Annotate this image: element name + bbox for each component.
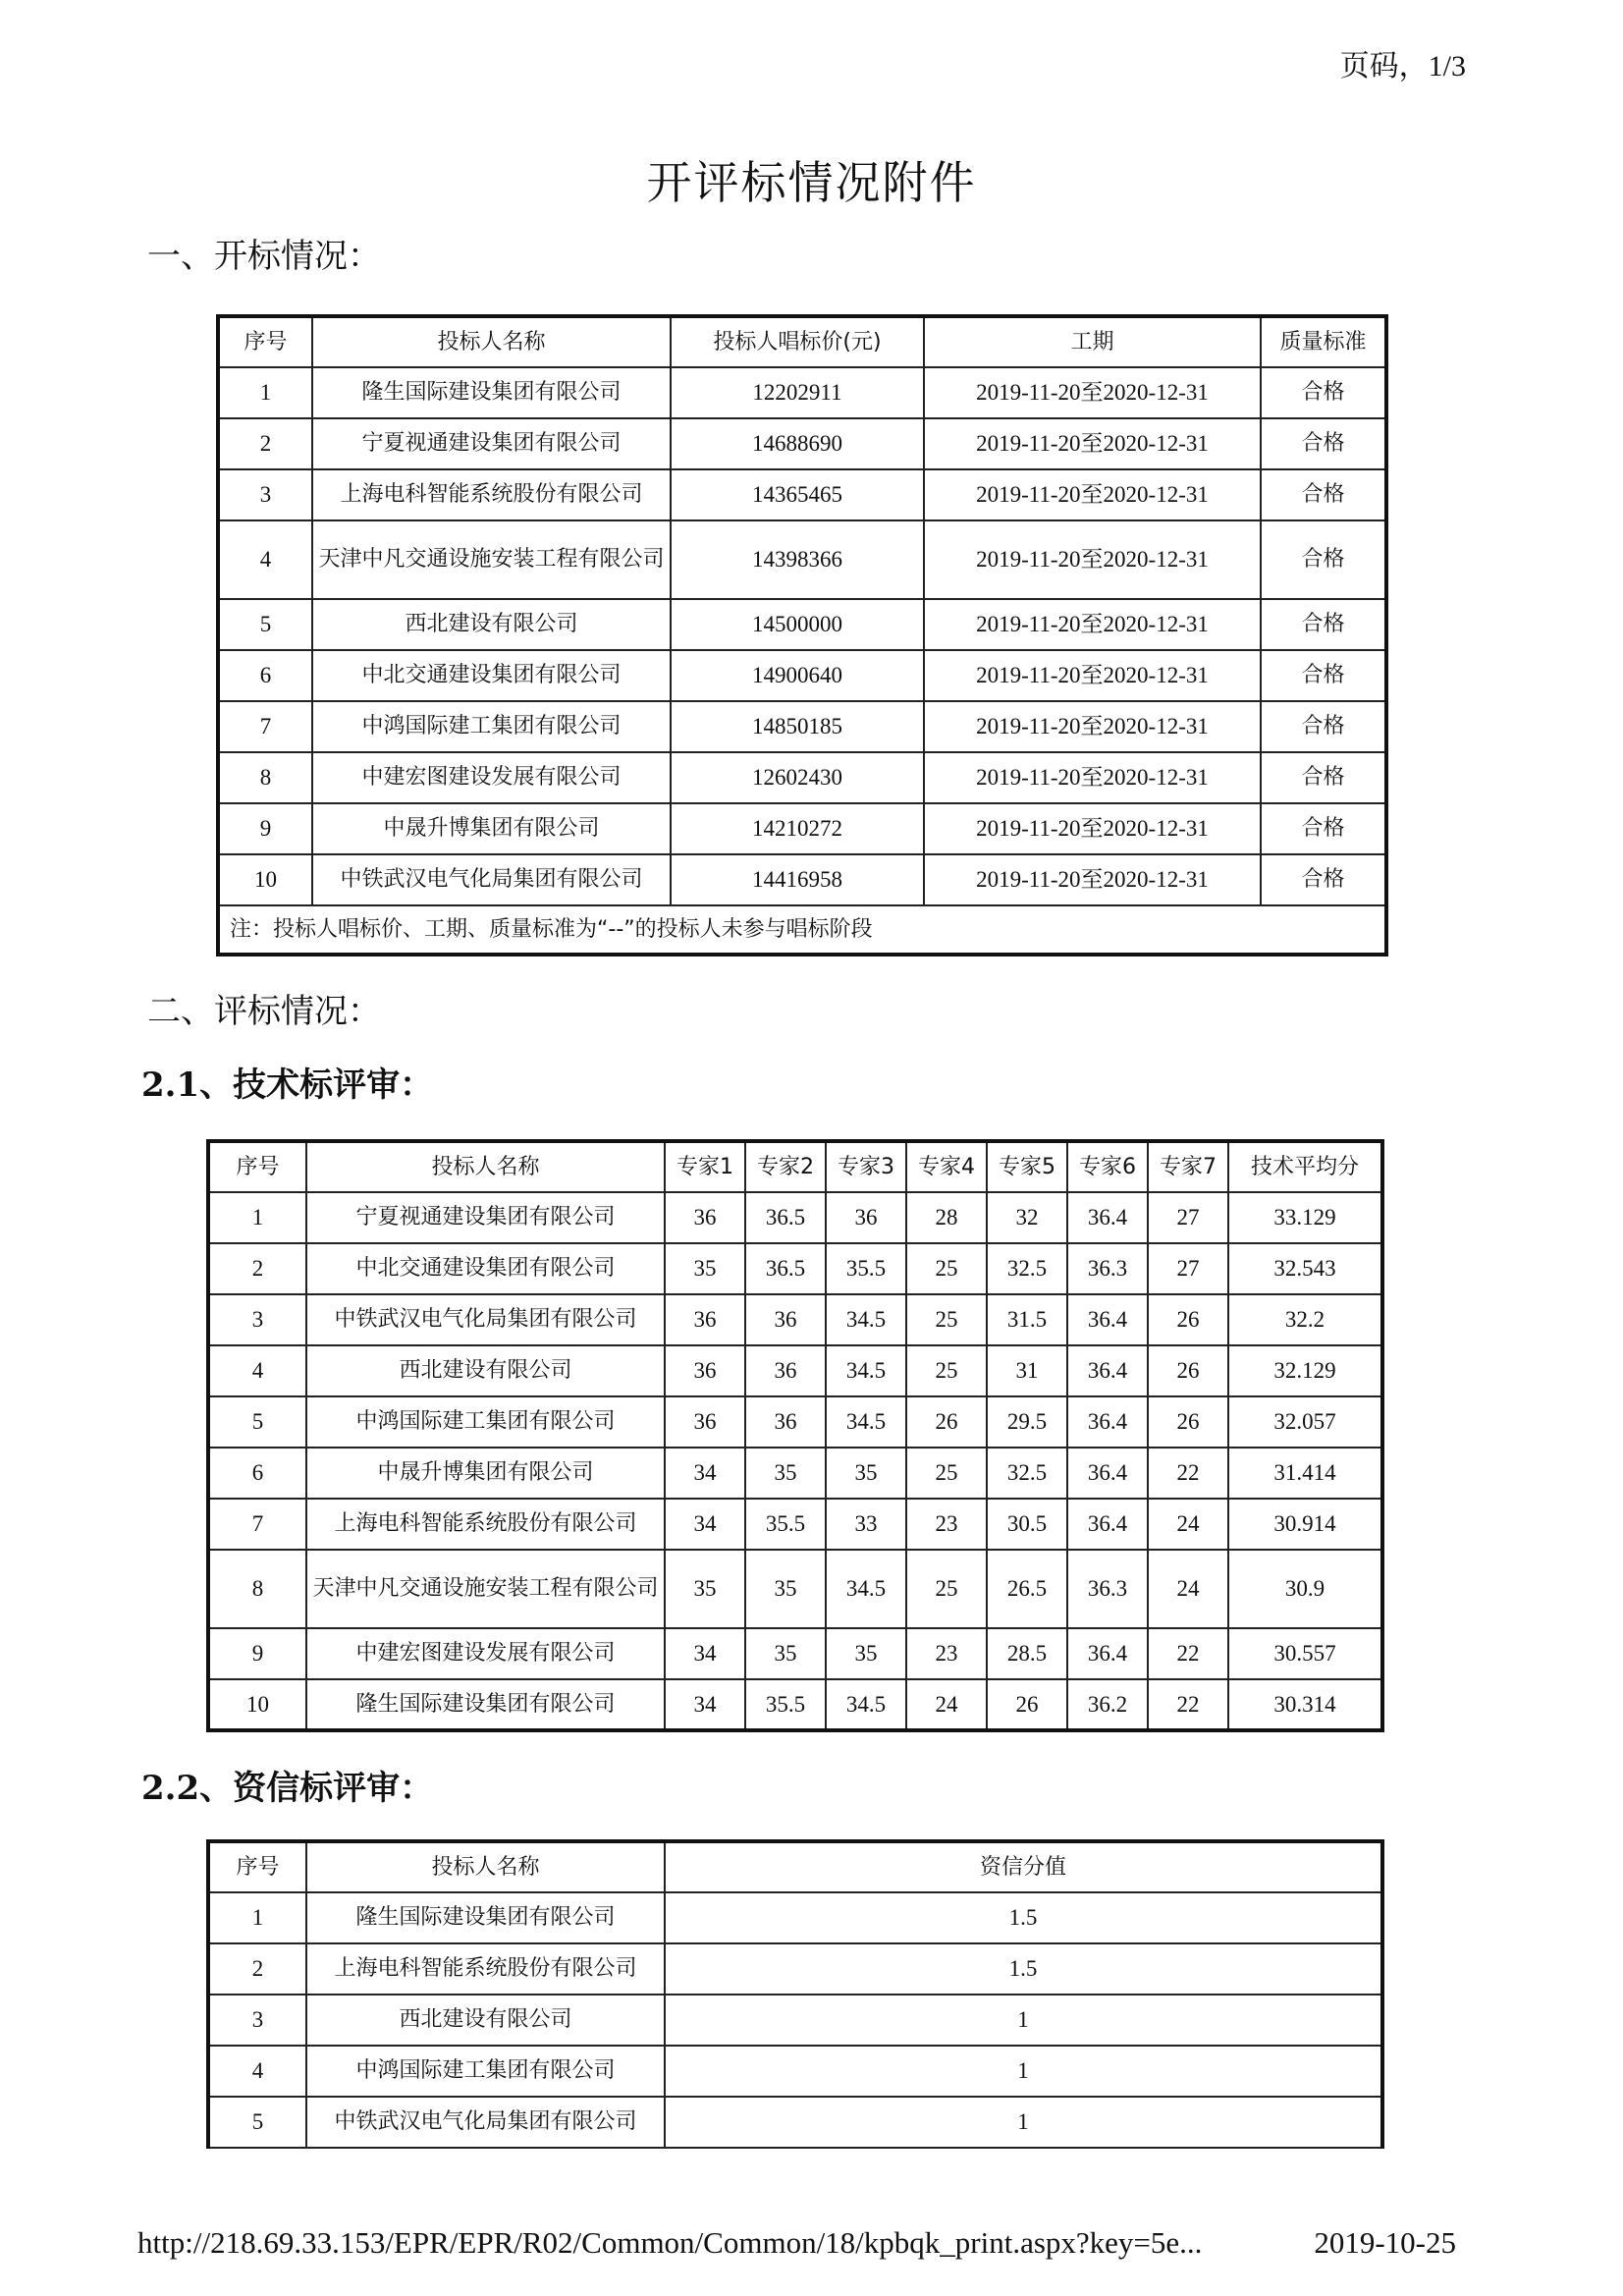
table-cell: 34 xyxy=(665,1499,745,1550)
table-cell: 14365465 xyxy=(671,469,924,520)
table-cell: 26 xyxy=(1148,1396,1228,1448)
table-row xyxy=(208,1345,1382,1396)
table-row xyxy=(208,1448,1382,1499)
table-cell: 32 xyxy=(987,1192,1067,1243)
table-row xyxy=(208,2097,1382,2148)
table-row xyxy=(208,1243,1382,1294)
table-row xyxy=(218,701,1386,752)
bidder-name-cell: 上海电科智能系统股份有限公司 xyxy=(312,469,671,520)
table-cell: 25 xyxy=(906,1243,987,1294)
table-cell: 2019-11-20至2020-12-31 xyxy=(924,803,1261,854)
table-cell: 26 xyxy=(906,1396,987,1448)
table-cell: 2019-11-20至2020-12-31 xyxy=(924,854,1261,905)
table-cell: 6 xyxy=(208,1448,306,1499)
table-cell: 26 xyxy=(1148,1294,1228,1345)
header-cell: 专家6 xyxy=(1067,1141,1148,1192)
bidder-name-cell: 隆生国际建设集团有限公司 xyxy=(306,1892,665,1943)
bidder-name-cell: 宁夏视通建设集团有限公司 xyxy=(306,1192,665,1243)
table-cell: 25 xyxy=(906,1345,987,1396)
page-title: 开评标情况附件 xyxy=(646,156,977,209)
table-row xyxy=(208,1628,1382,1679)
table-cell: 12202911 xyxy=(671,367,924,418)
header-cell: 序号 xyxy=(208,1141,306,1192)
table-cell: 22 xyxy=(1148,1679,1228,1730)
table-header-row xyxy=(208,1841,1382,1892)
table-cell: 9 xyxy=(208,1628,306,1679)
table-cell: 36 xyxy=(745,1396,826,1448)
table-cell: 30.914 xyxy=(1228,1499,1382,1550)
table-cell: 34.5 xyxy=(826,1550,906,1628)
bidder-name-cell: 中鸿国际建工集团有限公司 xyxy=(312,701,671,752)
bidder-name-cell: 天津中凡交通设施安装工程有限公司 xyxy=(312,520,671,599)
section1-heading: 一、开标情况： xyxy=(147,237,381,276)
table-cell: 36.4 xyxy=(1067,1499,1148,1550)
bidder-name-cell: 隆生国际建设集团有限公司 xyxy=(312,367,671,418)
table-cell: 35 xyxy=(745,1448,826,1499)
table-cell: 8 xyxy=(208,1550,306,1628)
header-cell: 专家5 xyxy=(987,1141,1067,1192)
table-cell: 3 xyxy=(208,1995,306,2046)
table-row xyxy=(208,1943,1382,1995)
table-row xyxy=(208,1396,1382,1448)
table-cell: 30.9 xyxy=(1228,1550,1382,1628)
table-cell: 36.4 xyxy=(1067,1345,1148,1396)
table-cell: 34.5 xyxy=(826,1294,906,1345)
table-cell: 12602430 xyxy=(671,752,924,803)
table-cell: 36 xyxy=(665,1294,745,1345)
bidder-name-cell: 天津中凡交通设施安装工程有限公司 xyxy=(306,1550,665,1628)
table-cell: 36.4 xyxy=(1067,1448,1148,1499)
table-cell: 29.5 xyxy=(987,1396,1067,1448)
table-cell: 合格 xyxy=(1261,367,1386,418)
table-row xyxy=(218,469,1386,520)
table-cell: 合格 xyxy=(1261,599,1386,650)
table-cell: 2 xyxy=(208,1243,306,1294)
table-row xyxy=(208,2046,1382,2097)
table-cell: 35 xyxy=(745,1628,826,1679)
table-cell: 36 xyxy=(665,1345,745,1396)
table-cell: 26 xyxy=(1148,1345,1228,1396)
table-cell: 24 xyxy=(1148,1499,1228,1550)
header-cell: 投标人名称 xyxy=(306,1841,665,1892)
header-cell: 专家3 xyxy=(826,1141,906,1192)
table-cell: 30.557 xyxy=(1228,1628,1382,1679)
table-cell: 32.5 xyxy=(987,1448,1067,1499)
bidder-name-cell: 中鸿国际建工集团有限公司 xyxy=(306,1396,665,1448)
header-cell: 投标人唱标价(元) xyxy=(671,316,924,367)
table-row xyxy=(208,1679,1382,1730)
table-cell: 23 xyxy=(906,1499,987,1550)
table-cell: 30.314 xyxy=(1228,1679,1382,1730)
table-row xyxy=(208,1192,1382,1243)
table-cell: 36 xyxy=(745,1345,826,1396)
footer-url: http://218.69.33.153/EPR/EPR/R02/Common/Common/18/kpbqk_print.aspx?key=5e... xyxy=(137,2225,1203,2260)
table-cell: 14416958 xyxy=(671,854,924,905)
table-cell: 36.3 xyxy=(1067,1243,1148,1294)
table-cell: 2019-11-20至2020-12-31 xyxy=(924,752,1261,803)
table-cell: 2 xyxy=(208,1943,306,1995)
table-cell: 14850185 xyxy=(671,701,924,752)
header-cell: 投标人名称 xyxy=(312,316,671,367)
table-cell: 22 xyxy=(1148,1448,1228,1499)
table-cell: 4 xyxy=(218,520,312,599)
table-cell: 24 xyxy=(906,1679,987,1730)
bidder-name-cell: 中铁武汉电气化局集团有限公司 xyxy=(312,854,671,905)
table-cell: 36.4 xyxy=(1067,1294,1148,1345)
table-cell: 1 xyxy=(665,2046,1382,2097)
bidder-name-cell: 西北建设有限公司 xyxy=(312,599,671,650)
table-cell: 35.5 xyxy=(745,1499,826,1550)
table-cell: 34 xyxy=(665,1628,745,1679)
header-cell: 专家1 xyxy=(665,1141,745,1192)
table-cell: 1 xyxy=(218,367,312,418)
table-cell: 10 xyxy=(218,854,312,905)
table-cell: 7 xyxy=(218,701,312,752)
table-cell: 25 xyxy=(906,1550,987,1628)
header-cell: 专家7 xyxy=(1148,1141,1228,1192)
header-cell: 专家2 xyxy=(745,1141,826,1192)
table-cell: 合格 xyxy=(1261,650,1386,701)
table-cell: 25 xyxy=(906,1448,987,1499)
table-cell: 合格 xyxy=(1261,701,1386,752)
table-cell: 7 xyxy=(208,1499,306,1550)
bidder-name-cell: 中铁武汉电气化局集团有限公司 xyxy=(306,1294,665,1345)
table-cell: 36.4 xyxy=(1067,1396,1148,1448)
table-cell: 8 xyxy=(218,752,312,803)
table-cell: 14210272 xyxy=(671,803,924,854)
header-cell: 投标人名称 xyxy=(306,1141,665,1192)
table-cell: 32.129 xyxy=(1228,1345,1382,1396)
table-cell: 34.5 xyxy=(826,1396,906,1448)
table-cell: 34 xyxy=(665,1679,745,1730)
table-cell: 35 xyxy=(826,1628,906,1679)
table-row xyxy=(218,520,1386,599)
table-cell: 合格 xyxy=(1261,418,1386,469)
header-cell: 工期 xyxy=(924,316,1261,367)
table-cell: 1 xyxy=(665,2097,1382,2148)
table-cell: 31.5 xyxy=(987,1294,1067,1345)
table-cell: 5 xyxy=(208,1396,306,1448)
table-cell: 28.5 xyxy=(987,1628,1067,1679)
table-row xyxy=(218,599,1386,650)
table-cell: 27 xyxy=(1148,1192,1228,1243)
table-row xyxy=(218,752,1386,803)
table-cell: 1 xyxy=(208,1192,306,1243)
table-cell: 35 xyxy=(665,1243,745,1294)
table-row xyxy=(218,650,1386,701)
table-cell: 2019-11-20至2020-12-31 xyxy=(924,599,1261,650)
table-cell: 32.057 xyxy=(1228,1396,1382,1448)
page-number: 页码，1/3 xyxy=(1339,50,1466,82)
table-row xyxy=(208,1892,1382,1943)
bidder-name-cell: 中鸿国际建工集团有限公司 xyxy=(306,2046,665,2097)
table-cell: 26 xyxy=(987,1679,1067,1730)
table-cell: 2019-11-20至2020-12-31 xyxy=(924,469,1261,520)
table-cell: 3 xyxy=(208,1294,306,1345)
table-cell: 36.5 xyxy=(745,1192,826,1243)
table-cell: 32.2 xyxy=(1228,1294,1382,1345)
table-cell: 30.5 xyxy=(987,1499,1067,1550)
table-row xyxy=(218,803,1386,854)
table-cell: 36 xyxy=(665,1192,745,1243)
table-cell: 35 xyxy=(665,1550,745,1628)
table-cell: 36.2 xyxy=(1067,1679,1148,1730)
header-cell: 资信分值 xyxy=(665,1841,1382,1892)
table-row xyxy=(208,1995,1382,2046)
bidder-name-cell: 隆生国际建设集团有限公司 xyxy=(306,1679,665,1730)
bidder-name-cell: 中北交通建设集团有限公司 xyxy=(306,1243,665,1294)
bid-opening-note: 注：投标人唱标价、工期、质量标准为“--”的投标人未参与唱标阶段 xyxy=(218,905,1386,955)
table-cell: 2019-11-20至2020-12-31 xyxy=(924,418,1261,469)
table-cell: 25 xyxy=(906,1294,987,1345)
table-cell: 4 xyxy=(208,1345,306,1396)
table-cell: 9 xyxy=(218,803,312,854)
table-header-row xyxy=(218,316,1386,367)
table-row xyxy=(208,1294,1382,1345)
bidder-name-cell: 上海电科智能系统股份有限公司 xyxy=(306,1499,665,1550)
table-row xyxy=(208,1499,1382,1550)
table-cell: 31.414 xyxy=(1228,1448,1382,1499)
table-header-row xyxy=(208,1141,1382,1192)
table-cell: 合格 xyxy=(1261,803,1386,854)
table-cell: 5 xyxy=(208,2097,306,2148)
bidder-name-cell: 中铁武汉电气化局集团有限公司 xyxy=(306,2097,665,2148)
table-cell: 2 xyxy=(218,418,312,469)
table-cell: 3 xyxy=(218,469,312,520)
table-cell: 2019-11-20至2020-12-31 xyxy=(924,650,1261,701)
table-cell: 1.5 xyxy=(665,1892,1382,1943)
table-row xyxy=(218,367,1386,418)
bidder-name-cell: 西北建设有限公司 xyxy=(306,1345,665,1396)
bidder-name-cell: 中建宏图建设发展有限公司 xyxy=(312,752,671,803)
bidder-name-cell: 中晟升博集团有限公司 xyxy=(306,1448,665,1499)
header-cell: 序号 xyxy=(208,1841,306,1892)
bidder-name-cell: 中北交通建设集团有限公司 xyxy=(312,650,671,701)
bidder-name-cell: 中晟升博集团有限公司 xyxy=(312,803,671,854)
table-cell: 34 xyxy=(665,1448,745,1499)
table-cell: 合格 xyxy=(1261,469,1386,520)
table-cell: 35 xyxy=(745,1550,826,1628)
table-cell: 1.5 xyxy=(665,1943,1382,1995)
table-cell: 34.5 xyxy=(826,1679,906,1730)
table-cell: 14500000 xyxy=(671,599,924,650)
table-cell: 31 xyxy=(987,1345,1067,1396)
bidder-name-cell: 中建宏图建设发展有限公司 xyxy=(306,1628,665,1679)
table-cell: 35.5 xyxy=(745,1679,826,1730)
bid-opening-table xyxy=(216,314,1388,957)
section21-heading: 2.1、技术标评审： xyxy=(141,1066,434,1105)
table-cell: 23 xyxy=(906,1628,987,1679)
table-cell: 36.3 xyxy=(1067,1550,1148,1628)
table-cell: 6 xyxy=(218,650,312,701)
table-cell: 24 xyxy=(1148,1550,1228,1628)
table-cell: 27 xyxy=(1148,1243,1228,1294)
table-cell: 33 xyxy=(826,1499,906,1550)
header-cell: 序号 xyxy=(218,316,312,367)
table-cell: 14688690 xyxy=(671,418,924,469)
table-cell: 28 xyxy=(906,1192,987,1243)
section2-heading: 二、评标情况： xyxy=(147,992,381,1031)
table-cell: 34.5 xyxy=(826,1345,906,1396)
table-cell: 2019-11-20至2020-12-31 xyxy=(924,701,1261,752)
footer-date: 2019-10-25 xyxy=(1314,2225,1456,2260)
table-cell: 36 xyxy=(745,1294,826,1345)
bidder-name-cell: 宁夏视通建设集团有限公司 xyxy=(312,418,671,469)
table-cell: 36 xyxy=(665,1396,745,1448)
table-cell: 1 xyxy=(665,1995,1382,2046)
table-cell: 2019-11-20至2020-12-31 xyxy=(924,520,1261,599)
technical-review-table xyxy=(206,1139,1384,1732)
table-cell: 36 xyxy=(826,1192,906,1243)
table-cell: 36.5 xyxy=(745,1243,826,1294)
table-cell: 32.543 xyxy=(1228,1243,1382,1294)
table-cell: 1 xyxy=(208,1892,306,1943)
header-cell: 专家4 xyxy=(906,1141,987,1192)
table-cell: 14398366 xyxy=(671,520,924,599)
table-cell: 36.4 xyxy=(1067,1628,1148,1679)
header-cell: 质量标准 xyxy=(1261,316,1386,367)
bidder-name-cell: 上海电科智能系统股份有限公司 xyxy=(306,1943,665,1995)
table-cell: 合格 xyxy=(1261,520,1386,599)
table-row xyxy=(218,418,1386,469)
table-cell: 35 xyxy=(826,1448,906,1499)
table-cell: 10 xyxy=(208,1679,306,1730)
table-cell: 2019-11-20至2020-12-31 xyxy=(924,367,1261,418)
bidder-name-cell: 西北建设有限公司 xyxy=(306,1995,665,2046)
table-cell: 14900640 xyxy=(671,650,924,701)
section22-heading: 2.2、资信标评审： xyxy=(141,1769,434,1808)
table-cell: 35.5 xyxy=(826,1243,906,1294)
credit-review-table xyxy=(206,1839,1384,2149)
table-row xyxy=(218,854,1386,905)
table-cell: 5 xyxy=(218,599,312,650)
table-cell: 26.5 xyxy=(987,1550,1067,1628)
table-row xyxy=(208,1550,1382,1628)
table-cell: 33.129 xyxy=(1228,1192,1382,1243)
table-cell: 36.4 xyxy=(1067,1192,1148,1243)
table-cell: 合格 xyxy=(1261,752,1386,803)
table-cell: 4 xyxy=(208,2046,306,2097)
table-cell: 合格 xyxy=(1261,854,1386,905)
header-cell: 技术平均分 xyxy=(1228,1141,1382,1192)
table-cell: 22 xyxy=(1148,1628,1228,1679)
table-cell: 32.5 xyxy=(987,1243,1067,1294)
